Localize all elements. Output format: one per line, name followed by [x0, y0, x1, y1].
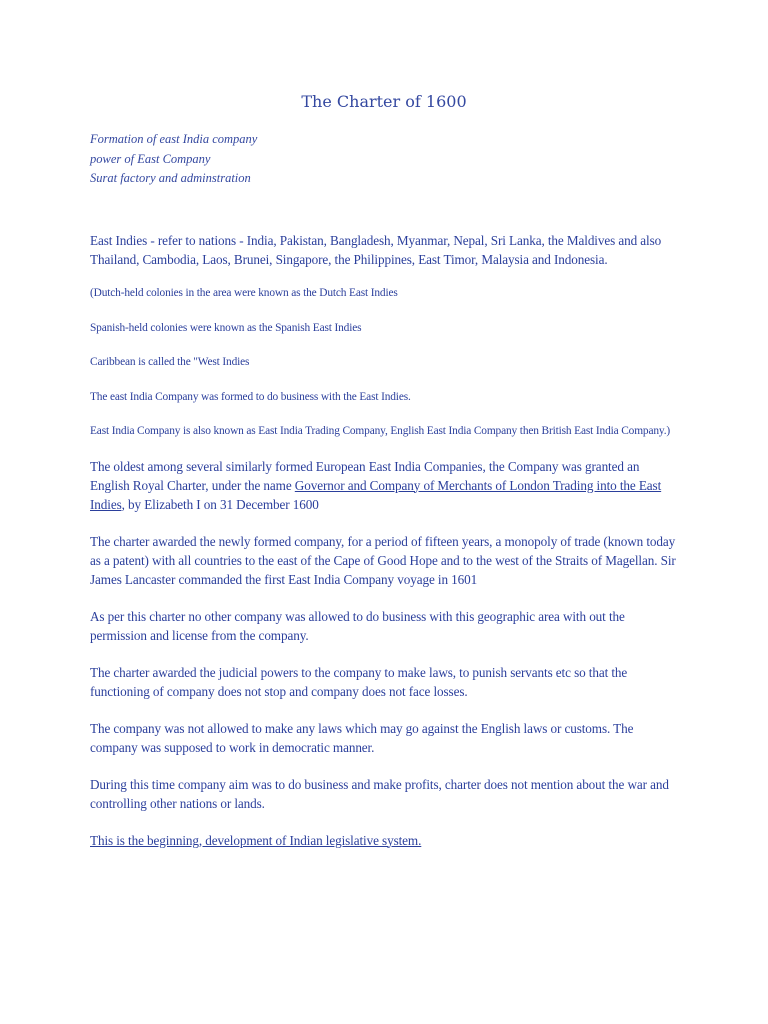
page-title: The Charter of 1600 — [301, 92, 467, 111]
paragraph-dutch-east-indies: (Dutch-held colonies in the area were known as the Dutch East Indies — [90, 287, 398, 299]
paragraph-company-aim: During this time company aim was to do business and make profits, charter does not mention about the war and controlling other nations or lands. — [90, 776, 669, 811]
paragraph-west-indies: Caribbean is called the "West Indies — [90, 356, 250, 368]
royal-charter-text: The oldest among several similarly formed European East India Companies, the Company was granted an English Royal Charter, under the name — [90, 458, 640, 493]
paragraph-east-indies: East Indies - refer to nations - India, Pakistan, Bangladesh, Myanmar, Nepal, Sri Lanka, the Maldives and also Thailand, Cambodia, Laos, Brunei, Singapore, the Philippines, East Timor, Malaysia and Indonesia. — [90, 233, 662, 267]
paragraph-judicial-powers: The charter awarded the judicial powers to the company to make laws, to punish servants etc so that the functioning of company does not stop and company does not face losses. — [90, 664, 628, 699]
paragraph-company-purpose: The east India Company was formed to do business with the East Indies. — [90, 390, 411, 403]
royal-charter-date: by Elizabeth I on 31 December 1600 — [124, 496, 319, 512]
topic-item: power of East Company — [90, 151, 211, 166]
paragraph-spanish-east-indies: Spanish-held colonies were known as the Spanish East Indies — [90, 321, 362, 334]
document-body — [90, 231, 680, 850]
topic-item: Surat factory and adminstration — [90, 171, 251, 185]
company-name-link[interactable]: Governor and Company of Merchants of London Trading into the East Indies, — [90, 477, 662, 512]
paragraph-monopoly: The charter awarded the newly formed company, for a period of fifteen years, a monopoly of trade (known today as a patent) with all countries to the east of the Cape of Good Hope and to the west of the Straits of Magellan. Sir James Lancaster commanded the first East India Company voyage in 1601 — [90, 533, 676, 587]
topic-list — [90, 130, 257, 189]
topic-item: Formation of east India company — [90, 132, 258, 146]
paragraph-company-names: East India Company is also known as East India Trading Company, English East India Company then British East India Company.) — [90, 425, 671, 437]
paragraph-royal-charter — [90, 457, 680, 514]
paragraph-legislative-system: This is the beginning, development of Indian legislative system. — [90, 832, 422, 848]
paragraph-english-laws: The company was not allowed to make any laws which may go against the English laws or customs. The company was supposed to work in democratic manner. — [90, 720, 634, 755]
paragraph-exclusivity: As per this charter no other company was allowed to do business with this geographic area with out the permission and license from the company. — [90, 608, 625, 643]
